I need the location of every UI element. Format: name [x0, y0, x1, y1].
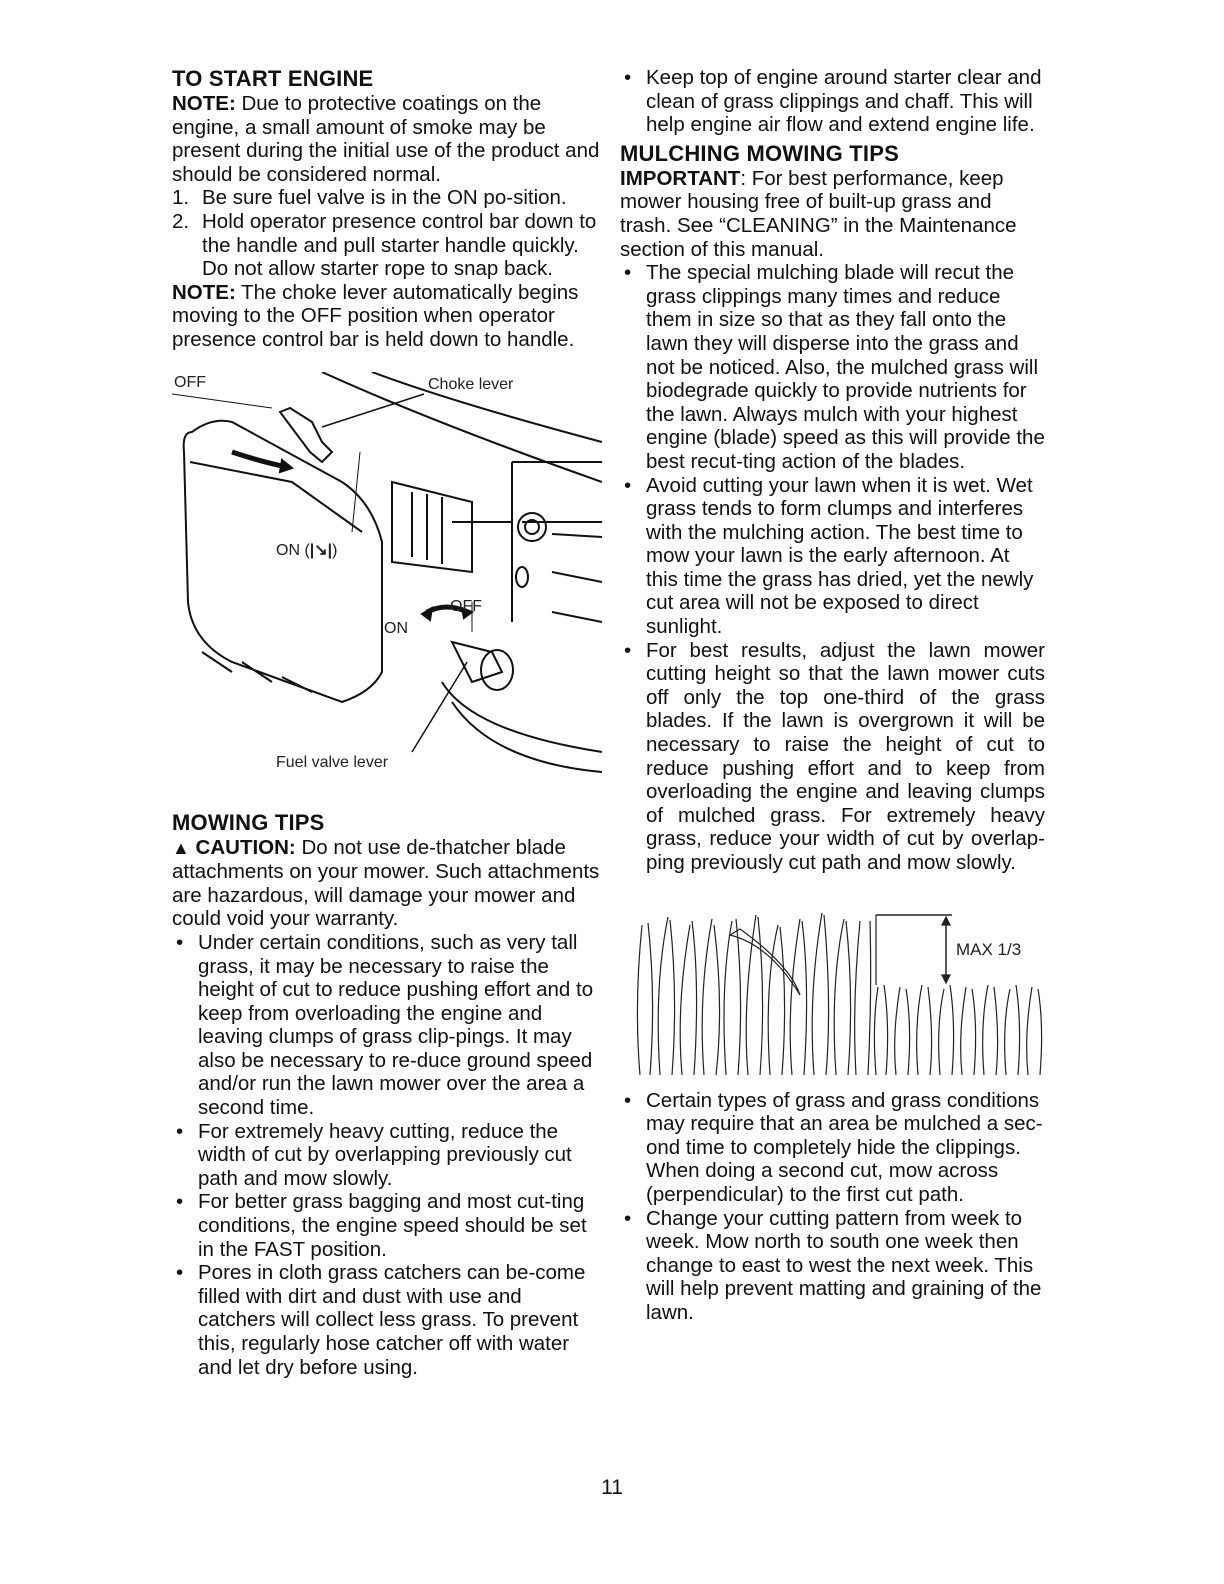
- mowing-tip-4: • Pores in cloth grass catchers can be-come filled with dirt and dust with use and catchers will collect less grass. To prevent this, regularly hose catcher off with water and let dry before using.: [176, 1261, 586, 1379]
- mulching-tip-3: • For best results, adjust the lawn mower cutting height so that the lawn mower cuts off only the top one-third of the grass blades. If the lawn is overgrown it will be necessary to raise the height of cut to reduce pushing effort and to keep from overloading the engine and leaving clumps of mulched grass. For extremely heavy grass, reduce your width of cut by overlap-ping previously cut path and mow slowly.: [624, 638, 1045, 874]
- mowing-tip-5: • Keep top of engine around starter clear and clean of grass clippings and chaff. This will help engine air flow and extend engine life.: [624, 66, 1042, 137]
- heading-mowing-tips: MOWING TIPS: [172, 809, 325, 835]
- mulching-tip-5: • Change your cutting pattern from week to week. Mow north to south one week then change to east to west the next week. This will help prevent matting and graining of the lawn.: [624, 1206, 1042, 1324]
- engine-illustration: [172, 372, 602, 802]
- mowing-tip-2: • For extremely heavy cutting, reduce the width of cut by overlapping previously cut path and mow slowly.: [176, 1119, 572, 1190]
- page-number: 11: [601, 1476, 623, 1499]
- label-choke-on: ON (|↘|): [276, 541, 338, 559]
- mulching-tip-4: • Certain types of grass and grass conditions may require that an area be mulched a sec-ond time to completely hide the clippings. When doing a second cut, mow across (perpendicular) to the first cut path.: [624, 1088, 1043, 1206]
- grass-cut-height-figure: [620, 885, 1045, 1085]
- engine-choke-fuel-figure: [172, 372, 602, 802]
- mulching-tip-2: • Avoid cutting your lawn when it is wet. Wet grass tends to form clumps and interferes with the mulching action. The best time to mow your lawn is the early afternoon. At this time the grass has dried, yet the newly cut area will not be exposed to direct sunlight.: [624, 473, 1034, 639]
- heading-mulching-mowing-tips: MULCHING MOWING TIPS: [620, 140, 899, 166]
- mowing-tip-3: • For better grass bagging and most cut-ting conditions, the engine speed should be set in the FAST position.: [176, 1190, 587, 1261]
- label-max-one-third: MAX 1/3: [956, 939, 1022, 959]
- warning-triangle-icon: ▲: [172, 837, 190, 858]
- right-column: [620, 66, 1045, 1325]
- left-column: [172, 66, 602, 1379]
- heading-to-start-engine: TO START ENGINE: [172, 66, 374, 91]
- label-fuel-valve-lever: Fuel valve lever: [276, 753, 389, 771]
- label-fuel-off: OFF: [450, 597, 482, 615]
- choke-symbol-icon: |↘|: [309, 541, 333, 559]
- grass-illustration: [620, 885, 1045, 1085]
- label-choke-lever: Choke lever: [428, 375, 514, 393]
- step-2: 2. Hold operator presence control bar down to the handle and pull starter handle quickly. Do not allow starter rope to snap back.: [172, 209, 597, 281]
- important-note: IMPORTANT: For best performance, keep mower housing free of built-up grass and trash. See “CLEANING” in the Maintenance section of this manual.: [620, 166, 1017, 261]
- label-fuel-on: ON: [384, 619, 408, 637]
- note-choke-lever: NOTE: The choke lever automatically begins moving to the OFF position when operator presence control bar is held down to handle.: [172, 280, 579, 351]
- caution-dethatcher: ▲ CAUTION: Do not use de-thatcher blade attachments on your mower. Such attachments are hazardous, will damage your mower and could void your warranty.: [172, 835, 600, 931]
- mowing-tip-1: • Under certain conditions, such as very tall grass, it may be necessary to raise the height of cut to reduce pushing effort and to keep from overloading the engine and leaving clumps of grass clip-pings. It may also be necessary to re-duce ground speed and/or run the lawn mower over the area a second time.: [176, 930, 594, 1120]
- step-1: 1. Be sure fuel valve is in the ON po-sition.: [172, 186, 567, 210]
- note-protective-coatings: NOTE: Due to protective coatings on the engine, a small amount of smoke may be present during the initial use of the product and should be considered normal.: [172, 92, 600, 186]
- label-choke-off: OFF: [174, 373, 206, 391]
- mulching-tip-1: • The special mulching blade will recut the grass clippings many times and reduce them in size so that as they fall onto the lawn they will disperse into the grass and not be noticed. Also, the mulched grass will biodegrade quickly to provide nutrients for the lawn. Always mulch with your highest engine (blade) speed as this will provide the best recut-ting action of the blades.: [624, 261, 1045, 473]
